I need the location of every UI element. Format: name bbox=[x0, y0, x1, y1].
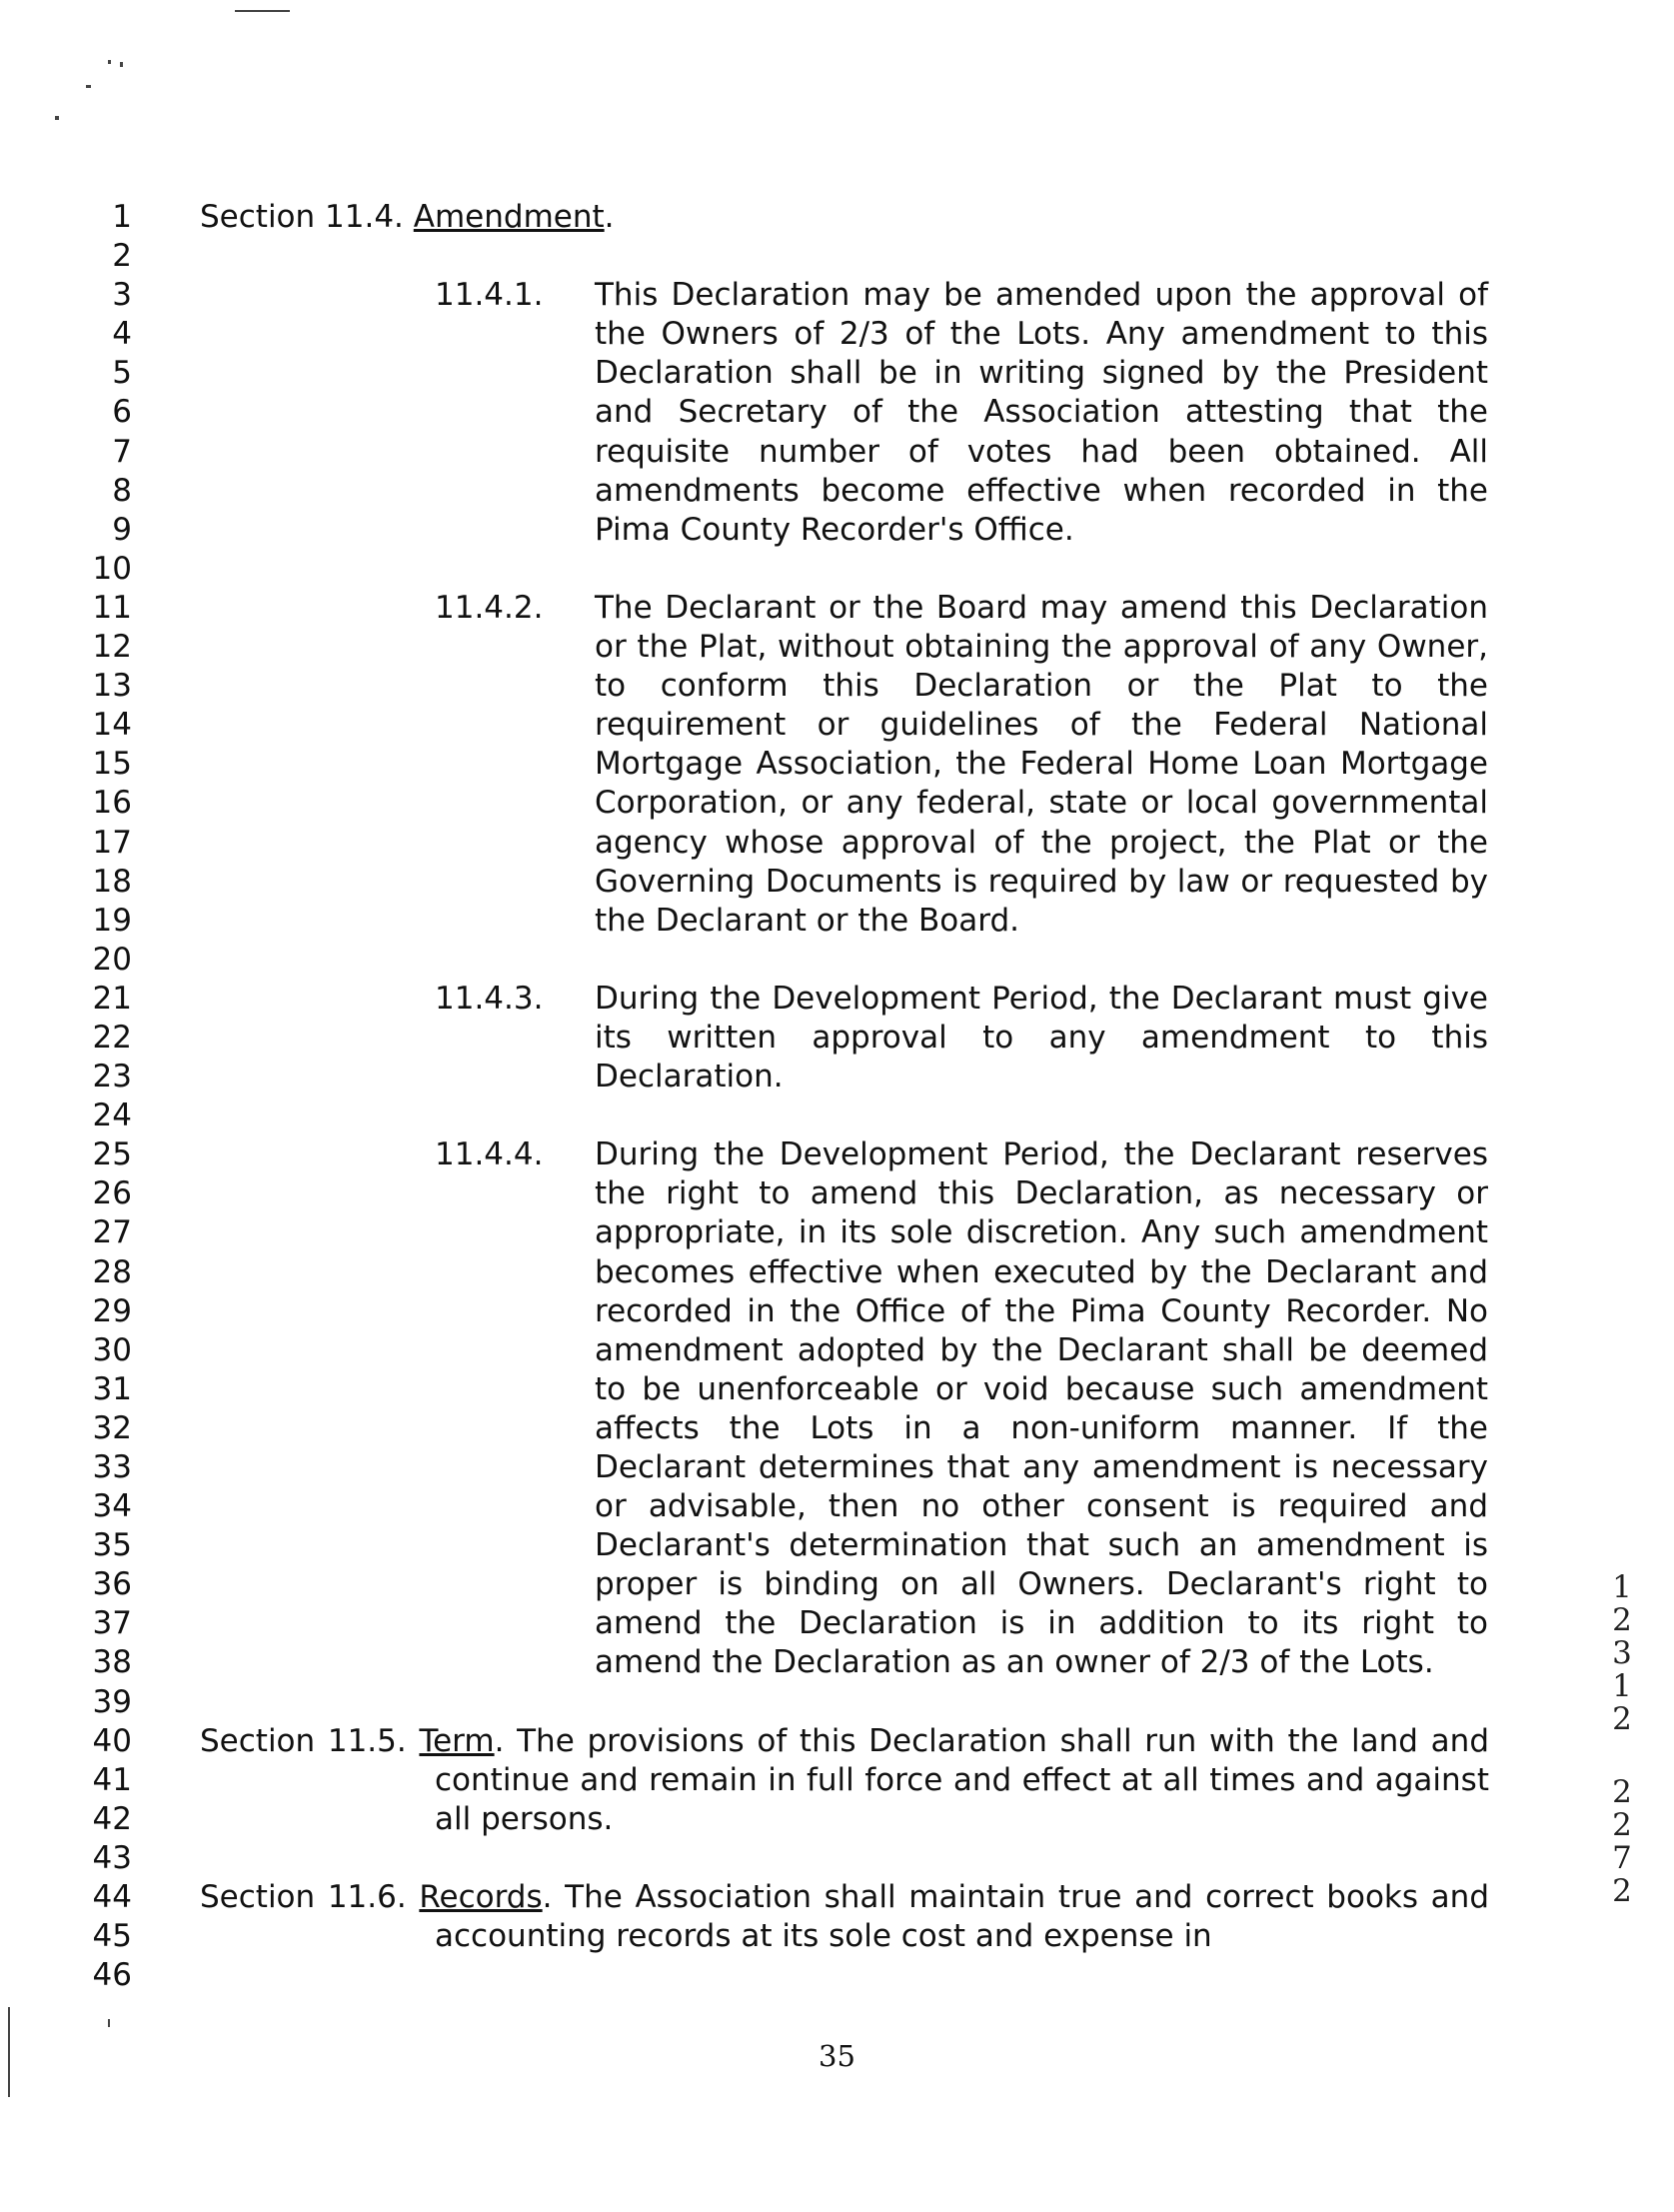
scan-artifact bbox=[120, 62, 123, 67]
subsection-number: 11.4.4. bbox=[435, 1136, 544, 1173]
document-body bbox=[200, 198, 1489, 1956]
section-11-5 bbox=[200, 1722, 1489, 1839]
line-number: 16 bbox=[92, 785, 132, 822]
section-label: Section 11.4. bbox=[200, 199, 414, 235]
subsection-11-4-1 bbox=[435, 276, 1489, 550]
line-number: 44 bbox=[92, 1879, 132, 1916]
line-number: 45 bbox=[92, 1918, 132, 1955]
stamp-digit: 2 bbox=[1612, 1774, 1632, 1810]
subsection-text: The Declarant or the Board may amend this Declaration or the Plat, without obtaining the approval of any Owner, to conform this Declaration or the Plat to the requirement or guidelines of the Federal National Mortgage Association, the Federal Home Loan Mortgage Corporation, or any federal, state or local governmental agency whose approval of the project, the Plat or the Governing Documents is required by law or requested by the Declarant or the Board. bbox=[595, 589, 1488, 939]
line-number: 38 bbox=[92, 1644, 132, 1681]
line-number: 12 bbox=[92, 629, 132, 666]
line-number: 11 bbox=[92, 589, 132, 626]
line-number: 25 bbox=[92, 1136, 132, 1173]
line-number: 29 bbox=[92, 1292, 132, 1329]
subsection-text: During the Development Period, the Declarant reserves the right to amend this Declaration, as necessary or appropriate, in its sole discretion. Any such amendment becomes effective when executed by the Declarant and recorded in the Office of the Pima County Recorder. No amendment adopted by the Declarant shall be deemed to be unenforceable or void because such amendment affects the Lots in a non-uniform manner. If the Declarant determines that any amendment is necessary or advisable, then no other consent is required and Declarant's determination that such an amendment is proper is binding on all Owners. Declarant's right to amend the Declaration is in addition to its right to amend the Declaration as an owner of 2/3 of the Lots. bbox=[595, 1136, 1488, 1681]
line-number: 14 bbox=[92, 707, 132, 744]
line-number: 3 bbox=[112, 277, 132, 314]
line-number: 15 bbox=[92, 746, 132, 783]
stamp-digit: 2 bbox=[1612, 1807, 1632, 1843]
section-11-5-paragraph bbox=[200, 1722, 1489, 1839]
line-number: 18 bbox=[92, 863, 132, 900]
line-number: 36 bbox=[92, 1566, 132, 1603]
line-number: 28 bbox=[92, 1253, 132, 1290]
line-number: 20 bbox=[92, 941, 132, 978]
section-label: Section 11.5. bbox=[200, 1722, 420, 1759]
line-number: 46 bbox=[92, 1957, 132, 1994]
subsection-text: This Declaration may be amended upon the approval of the Owners of 2/3 of the Lots. Any amendment to this Declaration shall be in writing signed by the President and Secretary of the Association attesting that the requisite number of votes had been obtained. All amendments become effective when recorded in the Pima County Recorder's Office. bbox=[595, 277, 1488, 548]
line-number: 34 bbox=[92, 1488, 132, 1525]
section-title: Term bbox=[419, 1722, 495, 1759]
scan-artifact bbox=[108, 2019, 110, 2027]
page-number: 35 bbox=[819, 2039, 855, 2073]
subsection-11-4-4 bbox=[435, 1135, 1489, 1682]
subsection-text: During the Development Period, the Declarant must give its written approval to any amendment to this Declaration. bbox=[595, 980, 1488, 1096]
section-label: Section 11.6. bbox=[200, 1879, 420, 1916]
subsection-number: 11.4.1. bbox=[435, 277, 544, 314]
scan-artifact bbox=[235, 10, 290, 12]
line-number: 13 bbox=[92, 668, 132, 705]
line-number: 23 bbox=[92, 1059, 132, 1096]
line-number-column bbox=[60, 198, 132, 1995]
line-number: 41 bbox=[92, 1761, 132, 1798]
section-11-6 bbox=[200, 1878, 1489, 1956]
line-number: 17 bbox=[92, 824, 132, 861]
line-number: 10 bbox=[92, 550, 132, 587]
line-number: 2 bbox=[112, 238, 132, 275]
stamp-digit: 3 bbox=[1612, 1635, 1632, 1671]
stamp-digit: 2 bbox=[1612, 1602, 1632, 1638]
subsection-number: 11.4.3. bbox=[435, 980, 544, 1017]
section-11-4-heading bbox=[200, 198, 1489, 237]
line-number: 5 bbox=[112, 355, 132, 392]
subsection-11-4-2 bbox=[435, 589, 1489, 941]
line-number: 42 bbox=[92, 1800, 132, 1837]
scan-artifact bbox=[86, 85, 91, 88]
section-title: Records bbox=[419, 1879, 543, 1916]
line-number: 8 bbox=[112, 472, 132, 509]
line-number: 1 bbox=[112, 199, 132, 235]
line-number: 32 bbox=[92, 1409, 132, 1446]
line-number: 27 bbox=[92, 1214, 132, 1251]
line-number: 39 bbox=[92, 1683, 132, 1720]
line-number: 7 bbox=[112, 433, 132, 470]
stamp-digit: 1 bbox=[1612, 1668, 1632, 1704]
section-text: . The provisions of this Declaration shall run with the land and continue and remain in full force and effect at all times and against all persons. bbox=[435, 1722, 1489, 1837]
line-number: 30 bbox=[92, 1331, 132, 1368]
line-number: 43 bbox=[92, 1839, 132, 1876]
stamp-digit: 2 bbox=[1612, 1873, 1632, 1909]
recording-stamp bbox=[1607, 1571, 1637, 1908]
line-number: 26 bbox=[92, 1175, 132, 1212]
line-number: 22 bbox=[92, 1019, 132, 1056]
subsection-11-4-3 bbox=[435, 980, 1489, 1097]
line-number: 33 bbox=[92, 1449, 132, 1485]
line-number: 24 bbox=[92, 1098, 132, 1134]
line-number: 9 bbox=[112, 511, 132, 548]
line-number: 19 bbox=[92, 902, 132, 939]
line-number: 4 bbox=[112, 316, 132, 353]
stamp-digit: 7 bbox=[1612, 1840, 1632, 1876]
line-number: 37 bbox=[92, 1605, 132, 1642]
section-text: . The Association shall maintain true and correct books and accounting records at its sole cost and expense in bbox=[435, 1879, 1489, 1955]
line-number: 35 bbox=[92, 1527, 132, 1564]
section-11-6-paragraph bbox=[200, 1878, 1489, 1956]
line-number: 21 bbox=[92, 980, 132, 1017]
section-title: Amendment bbox=[413, 199, 605, 235]
line-number: 31 bbox=[92, 1370, 132, 1407]
scan-artifact bbox=[108, 60, 111, 64]
subsection-number: 11.4.2. bbox=[435, 589, 544, 626]
line-number: 6 bbox=[112, 394, 132, 431]
line-number: 40 bbox=[92, 1722, 132, 1759]
stamp-digit: 1 bbox=[1612, 1569, 1632, 1605]
stamp-digit: 2 bbox=[1612, 1701, 1632, 1737]
scan-artifact bbox=[55, 116, 59, 120]
section-title-suffix: . bbox=[604, 199, 615, 235]
